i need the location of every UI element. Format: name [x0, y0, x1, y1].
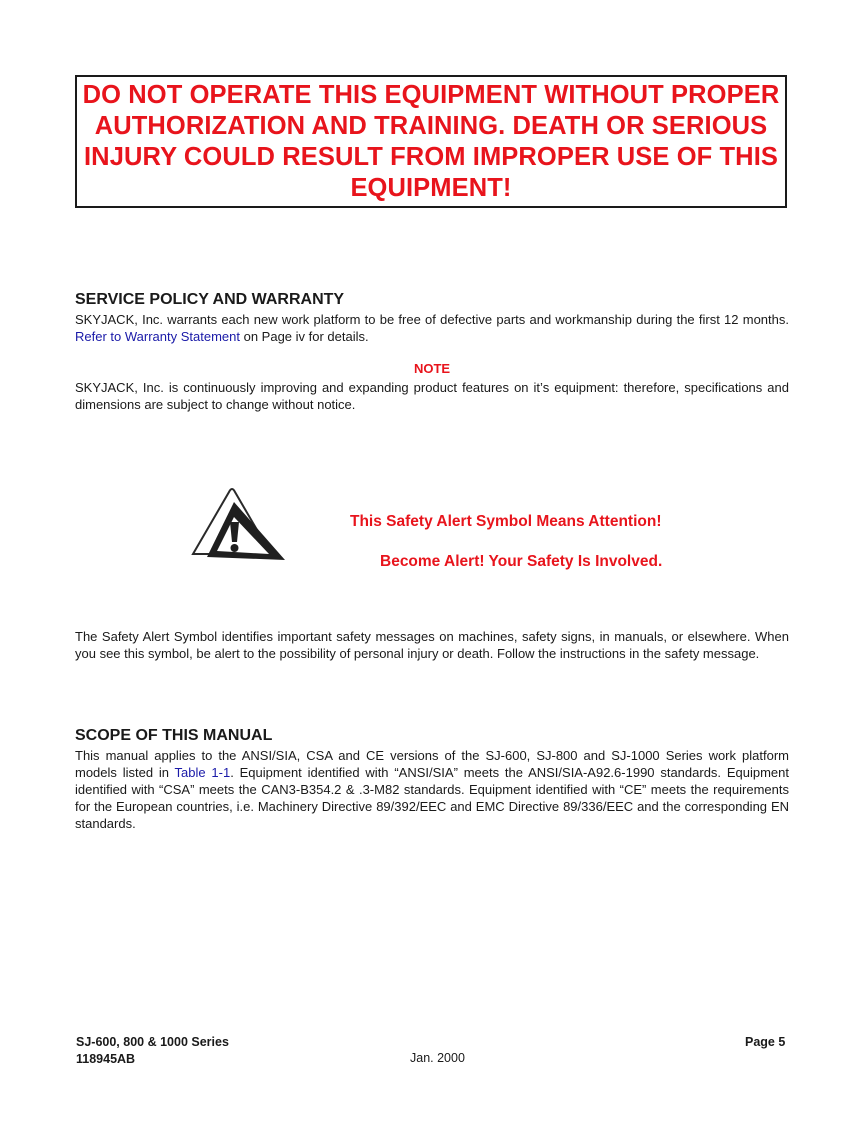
note-text: SKYJACK, Inc. is continuously improving and expanding product features on it’s equipment: therefore, specifications and dimensions are subject to change without notice. [75, 380, 789, 412]
footer-part-number: 118945AB [76, 1052, 136, 1066]
safety-alert-triangle-icon [187, 480, 291, 566]
note-label: NOTE [413, 361, 451, 376]
safety-alert-line-2: Become Alert! Your Safety Is Involved. [380, 553, 663, 570]
warning-box [75, 75, 787, 208]
warranty-statement-link[interactable]: Refer to Warranty Statement [75, 329, 240, 344]
safety-alert-line-1: This Safety Alert Symbol Means Attention! [350, 513, 662, 530]
warning-line: EQUIPMENT! [350, 173, 512, 202]
warning-text [83, 80, 780, 204]
footer-series: SJ-600, 800 & 1000 Series [76, 1035, 229, 1049]
scope-heading: SCOPE OF THIS MANUAL [75, 727, 273, 744]
table-1-1-link[interactable]: Table 1-1 [174, 765, 231, 780]
service-policy-heading: SERVICE POLICY AND WARRANTY [75, 291, 345, 308]
warning-line: AUTHORIZATION AND TRAINING. DEATH OR SERIOUS [94, 111, 768, 140]
service-policy-text: SKYJACK, Inc. warrants each new work platform to be free of defective parts and workmanship during the first 12 months. Refer to Warranty Statement on Page iv for details. [75, 312, 789, 344]
footer-page-number: Page 5 [745, 1035, 786, 1049]
warning-line: INJURY COULD RESULT FROM IMPROPER USE OF THIS [84, 142, 778, 171]
scope-text: This manual applies to the ANSI/SIA, CSA and CE versions of the SJ-600, SJ-800 and SJ-1000 Series work platform models listed in Table 1-1. Equipment identified with “ANSI/SIA” meets the ANSI/SIA-A92.6-1990 standards. Equipment identified with “CSA” meets the CAN3-B354.2 & .3-M82 standards. Equipment identified with “CE” meets the requirements for the European countries, i.e. Machinery Directive 89/392/EEC and EMC Directive 89/336/EEC and the corresponding EN standards. [75, 748, 789, 831]
safety-alert-description: The Safety Alert Symbol identifies important safety messages on machines, safety signs, in manuals, or elsewhere. When you see this symbol, be alert to the possibility of personal injury or death. Follow the instructions in the safety message. [75, 629, 789, 661]
footer-date: Jan. 2000 [410, 1051, 465, 1065]
warning-line: DO NOT OPERATE THIS EQUIPMENT WITHOUT PROPER [82, 80, 780, 109]
